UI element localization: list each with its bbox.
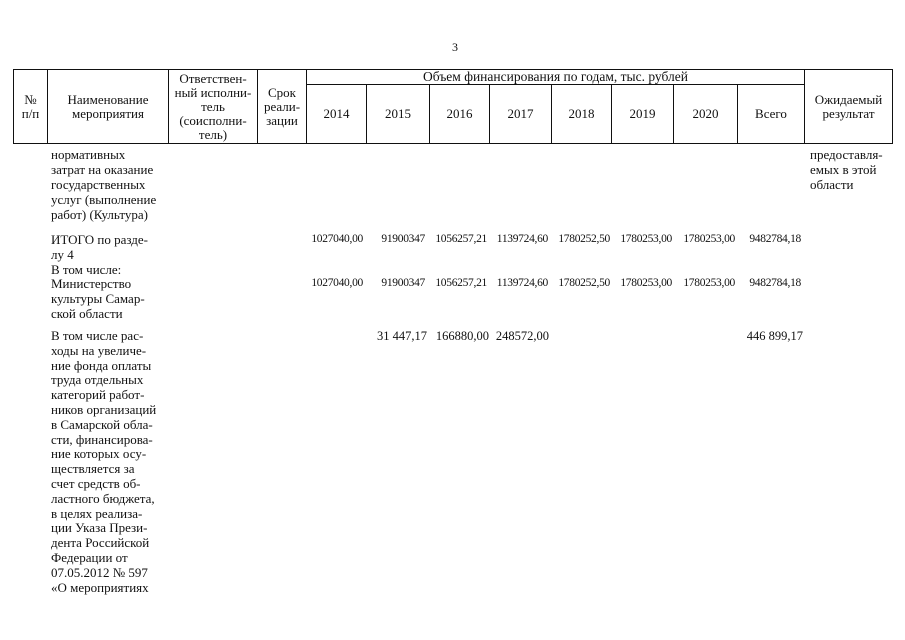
including-row-value: 248572,00 (495, 329, 549, 343)
ministry-row-value: 1780253,00 (683, 277, 735, 289)
ministry-row-value: 91900347 (381, 277, 425, 289)
header-year: 2020 (692, 106, 719, 121)
header-year: 2016 (446, 106, 473, 121)
continued-row-name: нормативных затрат на оказание государственных услуг (выполнение работ) (Культура) (51, 147, 157, 222)
continued-row-result: предоставля- емых в этой области (810, 147, 883, 192)
header-year: 2019 (629, 106, 656, 121)
table-header-bottom-border (13, 143, 893, 144)
ministry-row-value: 1056257,21 (435, 277, 487, 289)
header-term: Срок реали- зации (263, 84, 301, 128)
col-divider (892, 69, 893, 144)
header-funding-title: Объем финансирования по годам, тыс. рублей (423, 68, 688, 84)
including-row-name: В том числе рас- ходы на увеличе- ние фонда оплаты труда отдельных категорий работ- ников организаций в Самарской обла- сти, финансирова- ние которых осу- ществляется за счет средств об- ластного бюджета, в целях реализа- ции Указа Прези- дента Российской Федерации от 07.05.2012 № 597 «О мероприятиях (51, 328, 157, 595)
header-executor: Ответствен- ный исполни- тель (соисполни- тель) (174, 70, 252, 142)
header-total: Всего (755, 106, 787, 121)
total-row-name: ИТОГО по разде- лу 4 В том числе: (51, 232, 148, 277)
including-row-value: 31 447,17 (377, 329, 427, 343)
total-row-value: 1027040,00 (311, 233, 363, 245)
total-row-value: 1056257,21 (435, 233, 487, 245)
total-row-value: 1780253,00 (620, 233, 672, 245)
ministry-row-value: 1780253,00 (620, 277, 672, 289)
total-row-value: 1780252,50 (558, 233, 610, 245)
header-year: 2017 (507, 106, 534, 121)
total-row-value: 1780253,00 (683, 233, 735, 245)
total-row-value: 91900347 (381, 233, 425, 245)
header-num: № п/п (21, 91, 40, 121)
total-row-value: 1139724,60 (496, 233, 548, 245)
ministry-row-value: 1027040,00 (311, 277, 363, 289)
header-year: 2015 (385, 106, 411, 121)
ministry-row-name: Министерство культуры Самар- ской области (51, 276, 145, 321)
total-row-value: 9482784,18 (749, 233, 801, 245)
header-year: 2014 (323, 106, 350, 121)
ministry-row-value: 1139724,60 (496, 277, 548, 289)
including-row-value: 446 899,17 (746, 329, 803, 343)
including-row-value: 166880,00 (435, 329, 489, 343)
page-number: 3 (452, 40, 458, 54)
ministry-row-value: 9482784,18 (749, 277, 801, 289)
header-name: Наименование мероприятия (67, 91, 149, 121)
ministry-row-value: 1780252,50 (558, 277, 610, 289)
header-year: 2018 (568, 106, 595, 121)
header-result: Ожидаемый результат (814, 91, 883, 121)
